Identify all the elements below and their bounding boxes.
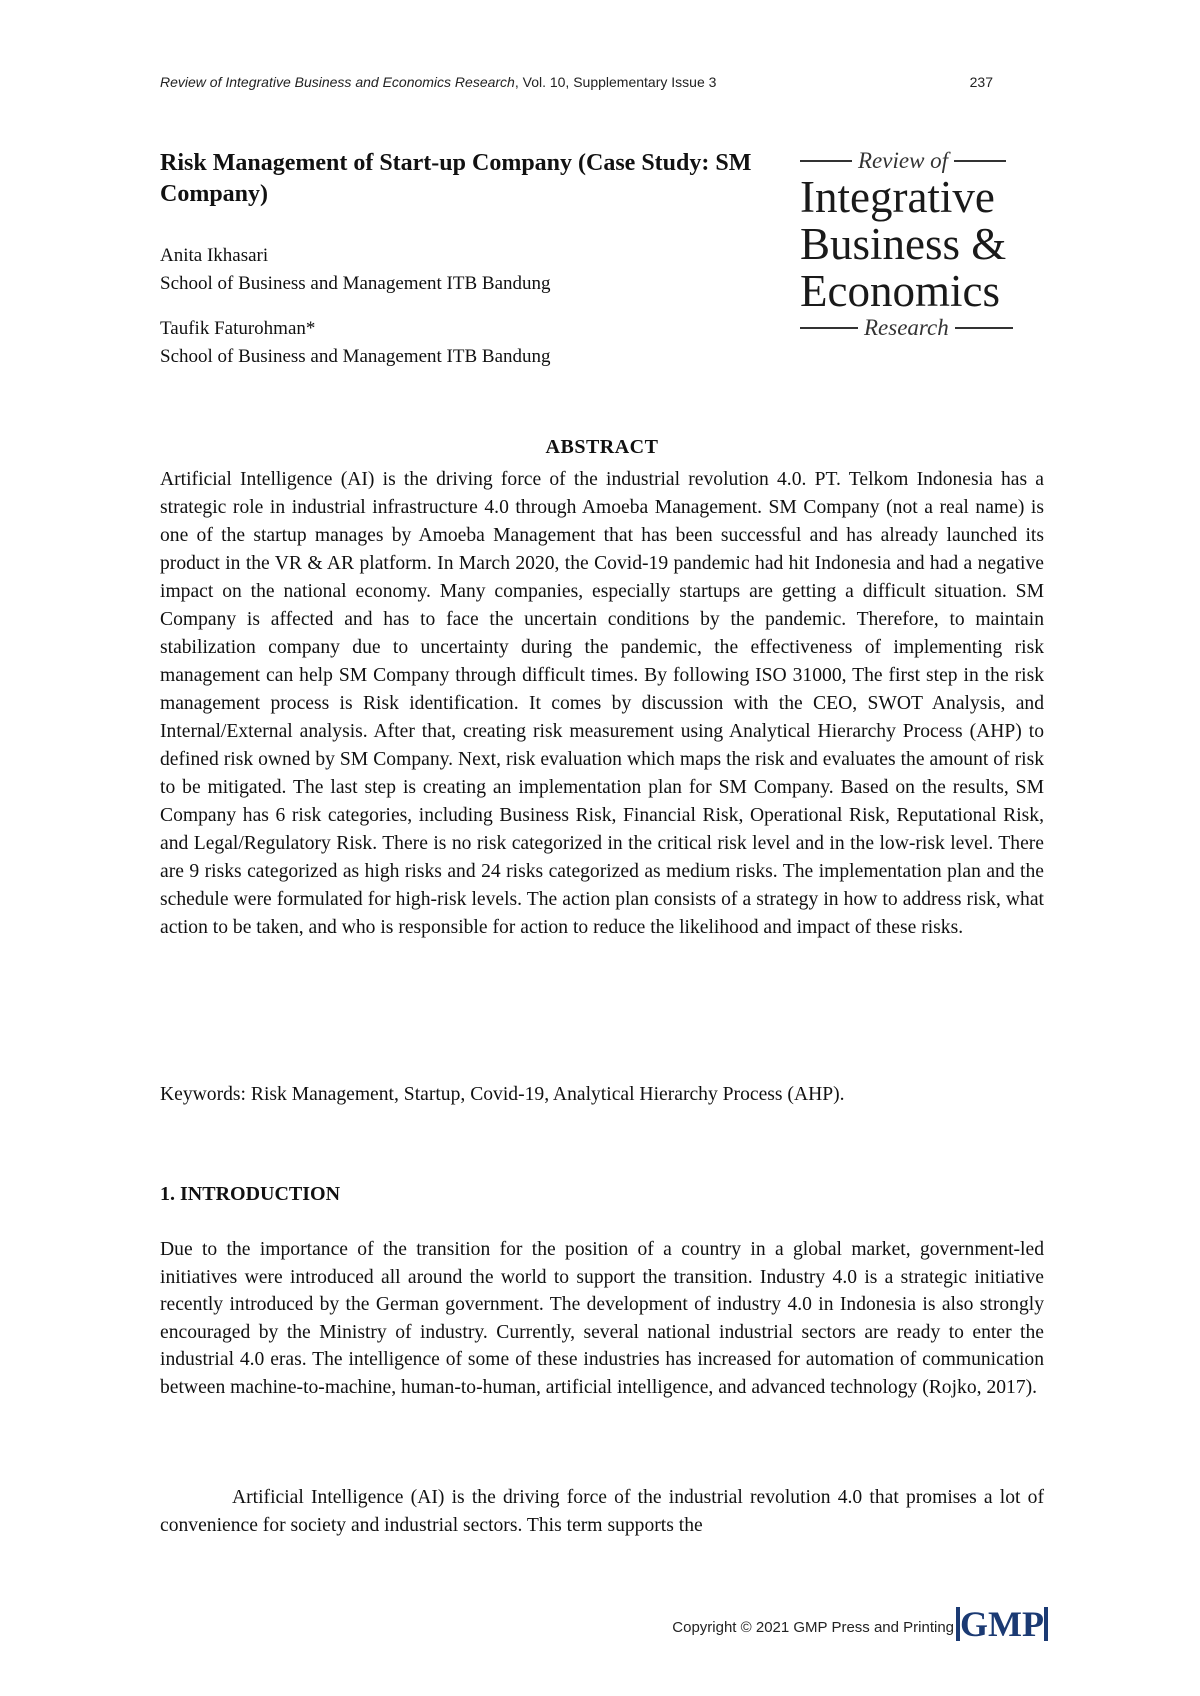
introduction-paragraph-2: Artificial Intelligence (AI) is the driving force of the industrial revolution 4.0 that promises a lot of convenience for society and industrial sectors. This term supports the — [160, 1487, 1044, 1536]
logo-top-line — [800, 148, 1050, 174]
logo-top-text: Review of — [858, 148, 949, 173]
logo-bottom-line — [800, 315, 1050, 341]
author-block — [160, 242, 700, 388]
author-affiliation: School of Business and Management ITB Bandung — [160, 346, 551, 367]
introduction-paragraph-1: Due to the importance of the transition for the position of a country in a global market, government-led initiatives were introduced all around the world to support the transition. Industry 4.0 is a strategic initiative recently introduced by the German government. The development of industry 4.0 in Indonesia is also strongly encouraged by the Ministry of industry. Currently, several national industrial sectors are ready to enter the industrial 4.0 eras. The intelligence of some of these industries has increased for automation of communication between machine-to-machine, human-to-human, artificial intelligence, and advanced technology (Rojko, 2017). — [160, 1239, 1044, 1398]
paper-title: Risk Management of Start-up Company (Case Study: SM Company) — [160, 150, 752, 207]
author-name: Taufik Faturohman* — [160, 318, 316, 339]
gmp-logo — [956, 1606, 1048, 1642]
journal-name: Review of Integrative Business and Economics Research — [160, 74, 515, 90]
author-entry — [160, 242, 700, 298]
running-header — [160, 74, 993, 90]
journal-logo — [800, 148, 1050, 341]
logo-line-3: Economics — [800, 266, 1000, 316]
logo-line-2: Business & — [800, 219, 1007, 269]
author-affiliation: School of Business and Management ITB Bandung — [160, 273, 551, 294]
logo-line-1: Integrative — [800, 172, 995, 222]
abstract-heading: ABSTRACT — [545, 436, 659, 458]
author-name: Anita Ikhasari — [160, 245, 269, 266]
abstract-text: Artificial Intelligence (AI) is the driving force of the industrial revolution 4.0. PT. Telkom Indonesia has a strategic role in industrial infrastructure 4.0 through Amoeba Management. SM Company (not a real name) is one of the startup manages by Amoeba Management that has been successful and has already launched its product in the VR & AR platform. In March 2020, the Covid-19 pandemic had hit Indonesia and had a negative impact on the national economy. Many companies, especially startups are getting a difficult situation. SM Company is affected and has to face the uncertain conditions by the pandemic. Therefore, to maintain stabilization company due to uncertainty during the pandemic, the effectiveness of implementing risk management can help SM Company through difficult times. By following ISO 31000, The first step in the risk management process is Risk identification. It comes by discussion with the CEO, SWOT Analysis, and Internal/External analysis. After that, creating risk measurement using Analytical Hierarchy Process (AHP) to defined risk owned by SM Company. Next, risk evaluation which maps the risk and evaluates the amount of risk to be mitigated. The last step is creating an implementation plan for SM Company. Based on the results, SM Company has 6 risk categories, including Business Risk, Financial Risk, Operational Risk, Reputational Risk, and Legal/Regulatory Risk. There is no risk categorized in the critical risk level and in the low-risk level. There are 9 risks categorized as high risks and 24 risks categorized as medium risks. The implementation plan and the schedule were formulated for high-risk levels. The action plan consists of a strategy in how to address risk, what action to be taken, and who is responsible for action to reduce the likelihood and impact of these risks. — [160, 469, 1044, 938]
keywords: Keywords: Risk Management, Startup, Covid-19, Analytical Hierarchy Process (AHP). — [160, 1084, 845, 1105]
page-number: 237 — [969, 74, 993, 90]
journal-issue: , Vol. 10, Supplementary Issue 3 — [514, 74, 717, 90]
section-heading-introduction: 1. INTRODUCTION — [160, 1183, 341, 1205]
copyright-notice: Copyright © 2021 GMP Press and Printing — [672, 1619, 955, 1636]
logo-bottom-text: Research — [864, 315, 949, 340]
gmp-logo-text: GMP — [960, 1604, 1044, 1644]
author-entry — [160, 315, 700, 371]
page-footer — [624, 1602, 1048, 1642]
